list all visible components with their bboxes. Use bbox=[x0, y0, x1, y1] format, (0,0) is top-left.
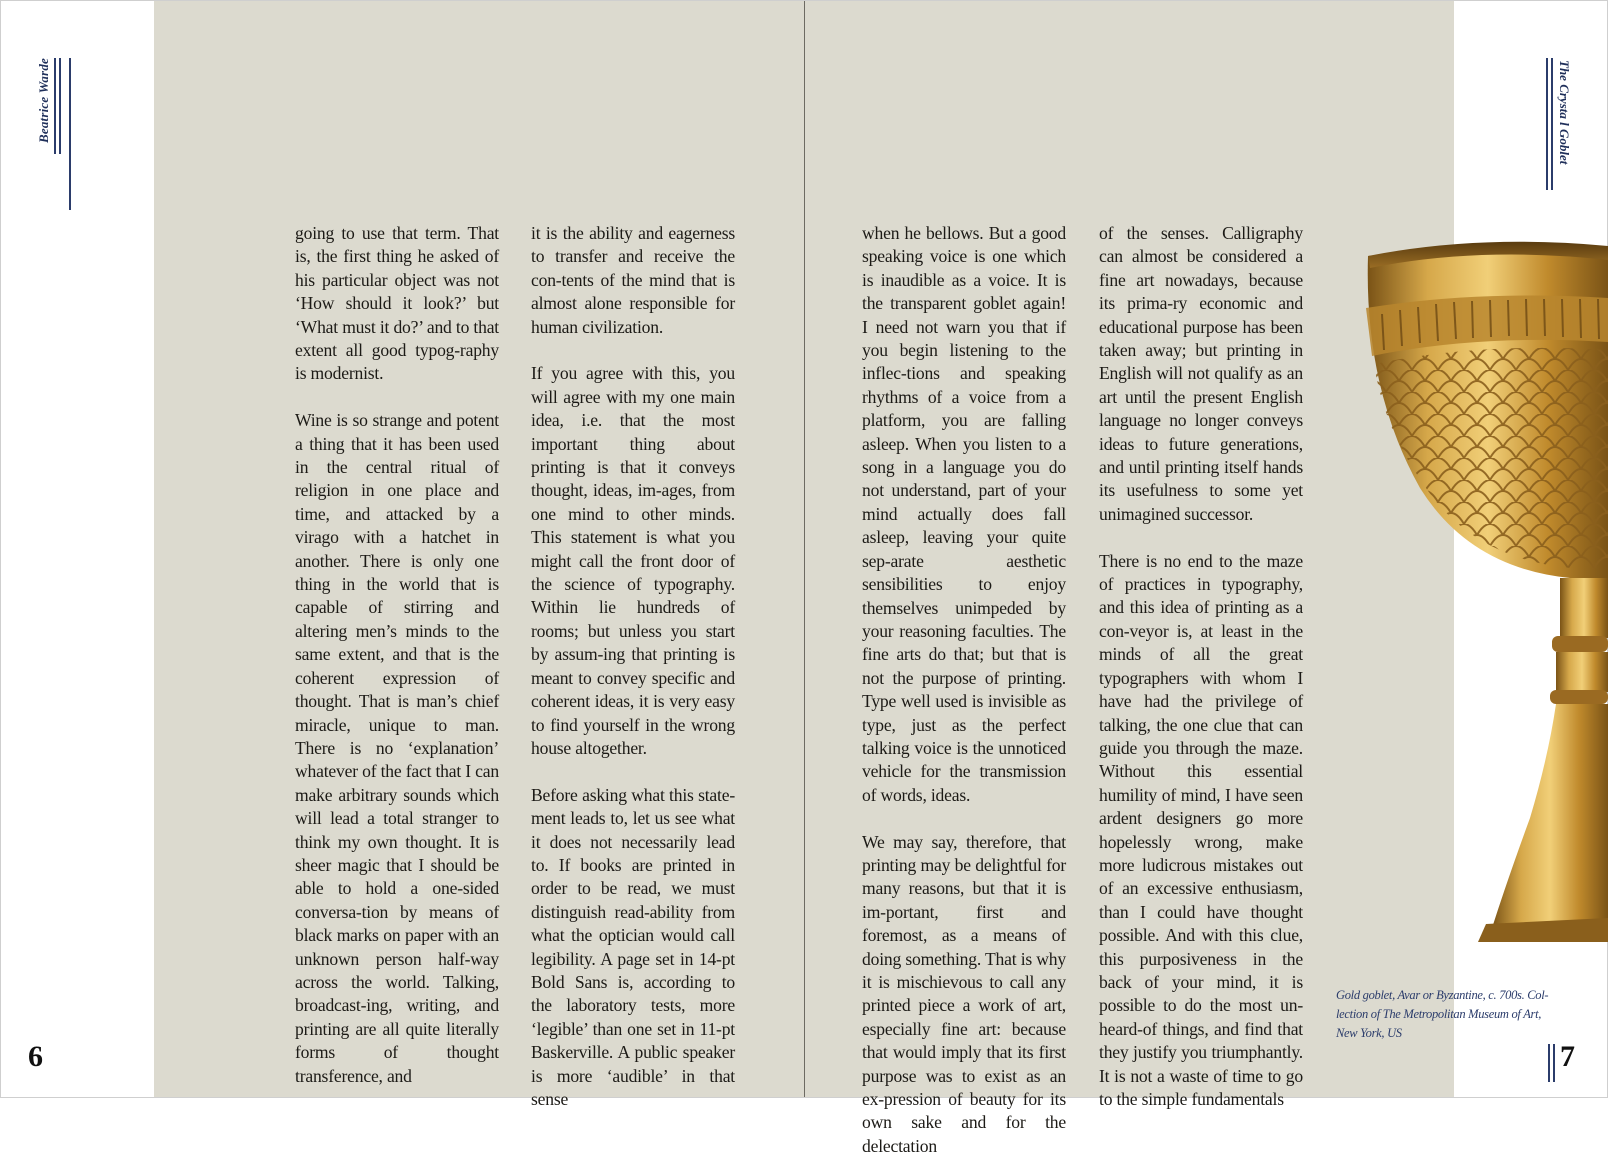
paragraph: Wine is so strange and potent a thing that it has been used in the central ritual of religion in one place and time, and attacked by a virago with a hatchet in another. There is only one thing in the world that is capable of stirring and altering men’s minds to the same extent, and that is the coherent expression of thought. That is man’s chief miracle, unique to man. There is no ‘explanation’ whatever of the fact that I can make arbitrary sounds which will lead a total stranger to think my own thought. It is sheer magic that I should be able to hold a one-sided conversa-tion by means of black marks on paper with an unknown person half-way across the world. Talking, broadcast-ing, writing, and printing are all quite literally forms of thought transference, and bbox=[295, 410, 499, 1086]
paragraph: when he bellows. But a good speaking voice is one which is inaudible as a voice. It is the transparent goblet again! I need not warn you that if you begin listening to the inflec-tions and speaking rhythms of a voice from a platform, you are falling asleep. When you listen to a song in a language you do not understand, part of your mind actually does fall asleep, leaving your quite sep-arate aesthetic sensibilities to enjoy themselves unimpeded by your reasoning faculties. The fine arts do that; but that is not the purpose of printing. Type well used is invisible as type, just as the perfect talking voice is the unnoticed vehicle for the transmission of words, ideas. bbox=[862, 223, 1066, 805]
text-column-4 bbox=[1099, 222, 1303, 1111]
left-page-number: 6 bbox=[28, 1040, 43, 1073]
right-page-number-rule-1 bbox=[1548, 1044, 1550, 1082]
right-page-number-rule-2 bbox=[1553, 1044, 1555, 1082]
text-column-2 bbox=[531, 222, 735, 1111]
left-rule-2 bbox=[59, 58, 61, 154]
text-column-3 bbox=[862, 222, 1066, 1158]
paragraph: of the senses. Calligraphy can almost be considered a fine art nowadays, because its prima-ry economic and educational purpose has been taken away; but printing in English will not qualify as an art until the present English language no longer conveys ideas to future generations, and until printing itself hands its usefulness to some yet unimagined successor. bbox=[1099, 223, 1303, 524]
paragraph: Before asking what this state-ment leads to, let us see what it does not necessarily lead to. If books are printed in order to be read, we must distinguish read-ability from what the optician would call legibility. A page set in 14-pt Bold Sans is, according to the laboratory tests, more ‘legible’ than one set in 11-pt Baskerville. A public speaker is more ‘audible’ in that sense bbox=[531, 784, 735, 1109]
paragraph: We may say, therefore, that printing may be delightful for many reasons, but that it is im-portant, first and foremost, as a means of doing something. That is why it is mischievous to call any printed piece a work of art, especially fine art: because that would imply that its first purpose was to exist as an ex-pression of beauty for its own sake and for the delectation bbox=[862, 831, 1066, 1156]
left-rule-1 bbox=[54, 58, 56, 154]
spread-gutter bbox=[804, 0, 805, 1098]
right-rule-1 bbox=[1546, 58, 1548, 190]
left-running-head: Beatrice Warde bbox=[36, 58, 51, 144]
right-running-head: The Crysta l Goblet bbox=[1557, 60, 1572, 165]
right-rule-2 bbox=[1551, 58, 1553, 190]
text-column-1 bbox=[295, 222, 499, 1088]
figure-caption: Gold goblet, Avar or Byzantine, c. 700s. Col-lection of The Metropolitan Museum of Art, New York, US bbox=[1336, 988, 1549, 1040]
left-rule-3 bbox=[69, 58, 71, 210]
gold-goblet-image bbox=[1360, 238, 1608, 958]
paragraph: going to use that term. That is, the first thing he asked of his particular object was not ‘How should it look?’ but ‘What must it do?’ and to that extent all good typog-raphy is modernist. bbox=[295, 223, 499, 384]
right-page-number: 7 bbox=[1560, 1040, 1575, 1073]
paragraph: There is no end to the maze of practices in typography, and this idea of printing as a con-veyor is, at least in the minds of all the great typographers with whom I have had the privilege of talking, the one clue that can guide you through the maze. Without this essential humility of mind, I have seen ardent designers go more hopelessly wrong, make more ludicrous mistakes out of an excessive enthusiasm, than I could have thought possible. And with this clue, this purposiveness in the back of your mind, it is possible to do the most un-heard-of things, and find that they justify you triumphantly. It is not a waste of time to go to the simple fundamentals bbox=[1099, 550, 1303, 1110]
paragraph: it is the ability and eagerness to transfer and receive the con-tents of the mind that is almost alone responsible for human civilization. bbox=[531, 223, 735, 337]
paragraph: If you agree with this, you will agree with my one main idea, i.e. that the most important thing about printing is that it conveys thought, ideas, im-ages, from one mind to other minds. This statement is what you might call the front door of the science of typography. Within lie hundreds of rooms; but unless you start by assum-ing that printing is meant to convey specific and coherent ideas, it is very easy to find yourself in the wrong house altogether. bbox=[531, 363, 735, 758]
